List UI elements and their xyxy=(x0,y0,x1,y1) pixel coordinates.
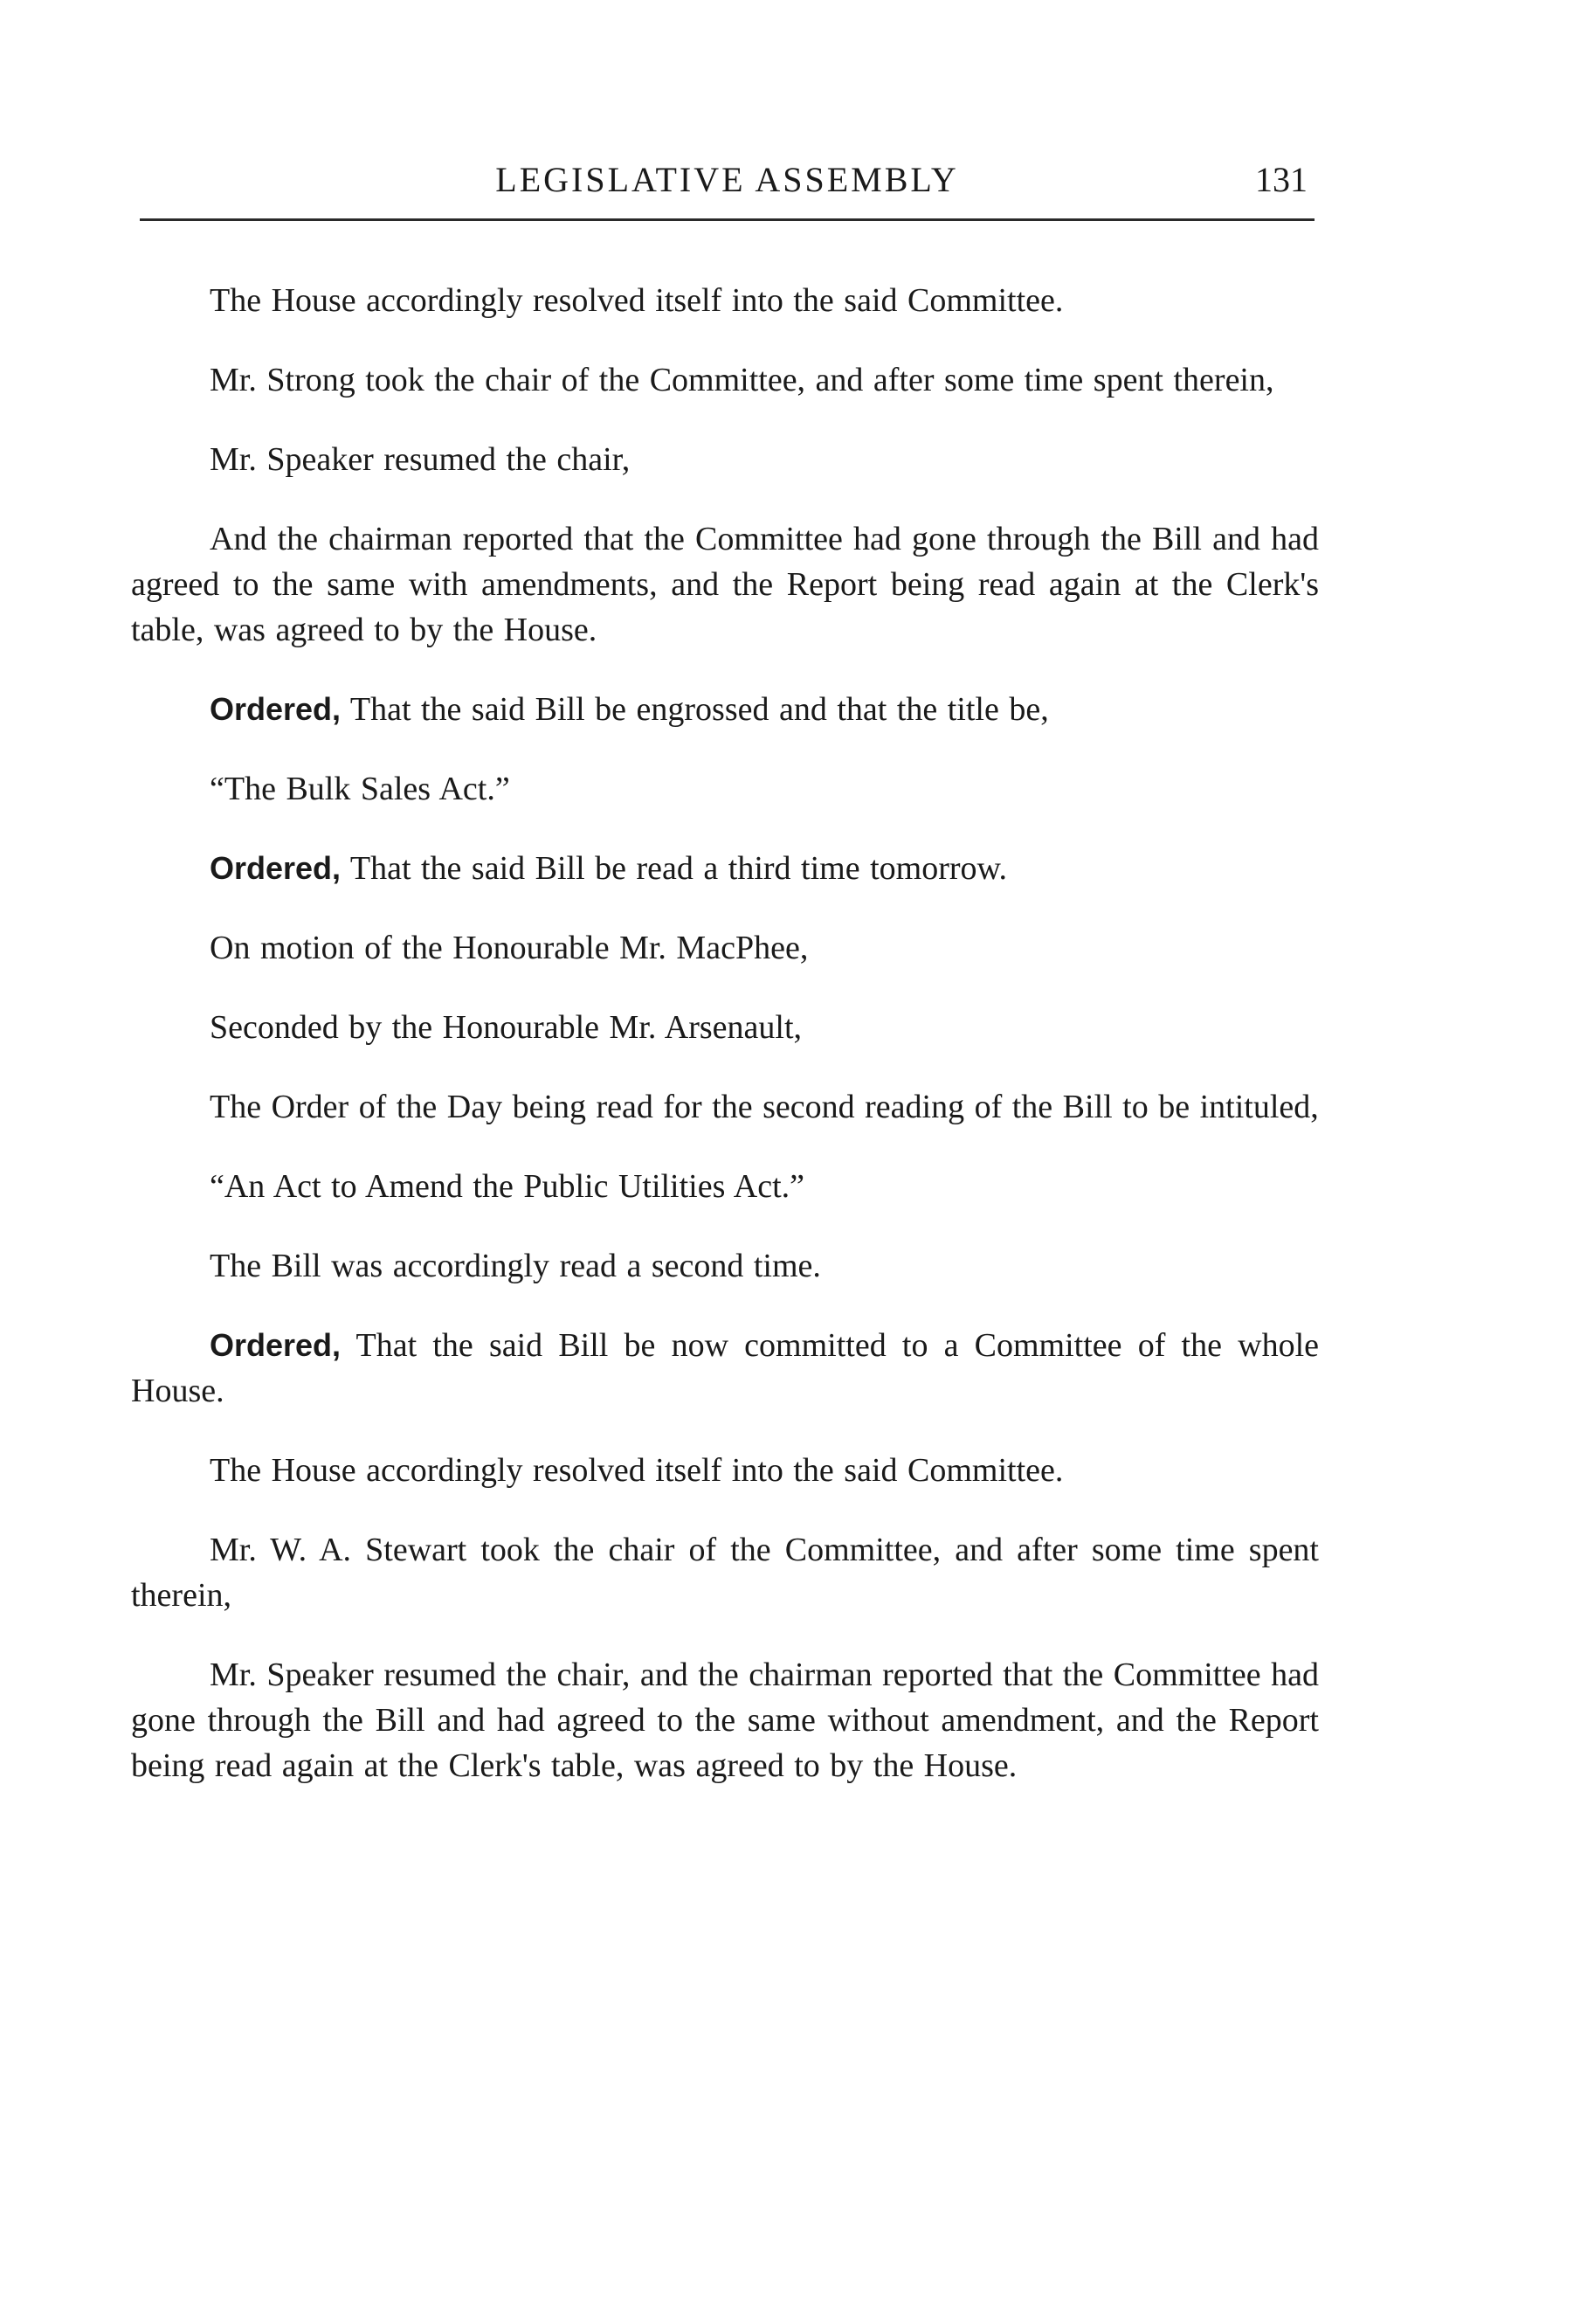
page-number: 131 xyxy=(1255,160,1308,199)
paragraph xyxy=(131,1164,1319,1209)
paragraph xyxy=(131,1005,1319,1050)
paragraph xyxy=(131,846,1319,891)
page-header xyxy=(140,156,1315,204)
paragraph xyxy=(131,1243,1319,1289)
paragraph xyxy=(131,1084,1319,1130)
paragraph-text: That the said Bill be now committed to a Committee of the whole House. xyxy=(131,1327,1319,1409)
paragraph-text: Mr. Speaker resumed the chair, xyxy=(210,441,631,478)
paragraph xyxy=(131,1448,1319,1493)
ordered-lead: Ordered, xyxy=(210,1327,342,1363)
paragraph xyxy=(131,357,1319,403)
paragraph-text: The House accordingly resolved itself into the said Committee. xyxy=(210,1452,1064,1489)
paragraph xyxy=(131,766,1319,812)
paragraph xyxy=(131,278,1319,323)
ordered-lead: Ordered, xyxy=(210,850,342,886)
paragraph-text: “An Act to Amend the Public Utilities Act.” xyxy=(210,1168,805,1205)
paragraph-text: On motion of the Honourable Mr. MacPhee, xyxy=(210,930,809,966)
paragraph-text: The Bill was accordingly read a second time. xyxy=(210,1248,821,1284)
paragraph-text: The House accordingly resolved itself into the said Committee. xyxy=(210,282,1064,319)
paragraph xyxy=(131,925,1319,971)
paragraph-text: Mr. Speaker resumed the chair, and the chairman reported that the Committee had gone through the Bill and had agreed to the same without amendment, and the Report being read again at the Clerk's table, was agreed to by the House. xyxy=(131,1657,1319,1784)
paragraph-text: Mr. Strong took the chair of the Committee, and after some time spent therein, xyxy=(210,362,1274,398)
paragraph-text: The Order of the Day being read for the second reading of the Bill to be intituled, xyxy=(210,1089,1319,1125)
paragraph-text: And the chairman reported that the Committee had gone through the Bill and had agreed to the same with amendments, and the Report being read again at the Clerk's table, was agreed to by the House. xyxy=(131,521,1319,648)
page-body xyxy=(131,278,1319,1823)
paragraph-text: That the said Bill be engrossed and that the title be, xyxy=(341,691,1049,728)
paragraph-text: That the said Bill be read a third time tomorrow. xyxy=(341,850,1007,887)
paragraph-text: Seconded by the Honourable Mr. Arsenault, xyxy=(210,1009,803,1046)
paragraph xyxy=(131,1652,1319,1788)
paragraph-text: Mr. W. A. Stewart took the chair of the Committee, and after some time spent therein, xyxy=(131,1532,1319,1614)
running-title: LEGISLATIVE ASSEMBLY xyxy=(495,160,959,199)
paragraph xyxy=(131,437,1319,482)
header-rule xyxy=(140,218,1315,221)
paragraph xyxy=(131,1527,1319,1618)
ordered-lead: Ordered, xyxy=(210,691,342,727)
paragraph xyxy=(131,687,1319,732)
paragraph xyxy=(131,516,1319,653)
paragraph xyxy=(131,1323,1319,1414)
paragraph-text: “The Bulk Sales Act.” xyxy=(210,771,510,807)
